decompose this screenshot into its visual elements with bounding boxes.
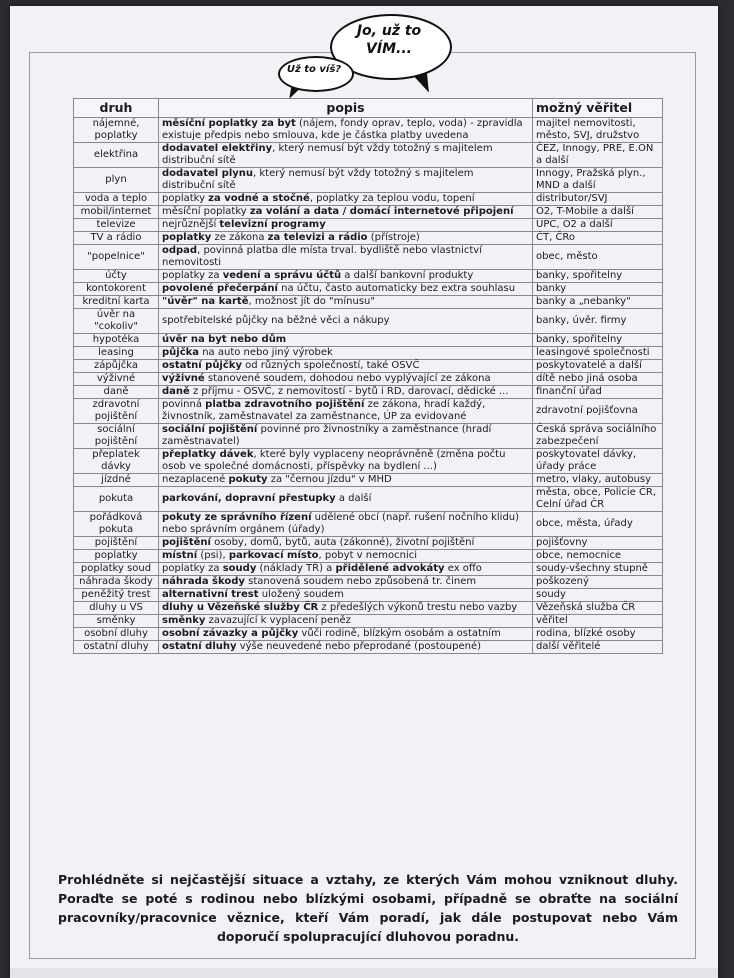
popis-bold-segment: dodavatel plynu — [162, 168, 254, 179]
speech-bubble-small-text: Už to víš? — [286, 64, 342, 75]
popis-segment: (psi), — [197, 550, 229, 561]
bottom-strip — [10, 968, 718, 978]
popis-segment: udělené obcí (např. rušení nočního klidu) nebo správním orgánem (úřady) — [162, 512, 520, 535]
popis-segment: poplatky za — [162, 563, 223, 574]
cell-druh: zápůjčka — [74, 360, 159, 373]
cell-veritel: pojišťovny — [533, 537, 663, 550]
header-veritel: možný věřitel — [533, 99, 663, 118]
popis-bold-segment: daně — [162, 386, 190, 397]
header-popis: popis — [159, 99, 533, 118]
cell-veritel: zdravotní pojišťovna — [533, 399, 663, 424]
header-druh: druh — [74, 99, 159, 118]
cell-veritel: města, obce, Policie ČR, Celní úřad ČR — [533, 487, 663, 512]
cell-veritel: soudy-všechny stupně — [533, 563, 663, 576]
cell-druh: ostatní dluhy — [74, 641, 159, 654]
popis-bold-segment: sociální pojištění — [162, 424, 258, 435]
popis-segment: povinné pro živnostníky a zaměstnance (hradí zaměstnavatel) — [162, 424, 492, 447]
cell-druh: plyn — [74, 168, 159, 193]
popis-bold-segment: přeplatky dávek — [162, 449, 254, 460]
popis-bold-segment: půjčka — [162, 347, 200, 358]
table-row — [74, 232, 663, 245]
cell-popis — [159, 424, 533, 449]
cell-druh: náhrada škody — [74, 576, 159, 589]
cell-veritel: leasingové společnosti — [533, 347, 663, 360]
debts-table — [73, 98, 663, 654]
cell-druh: směnky — [74, 615, 159, 628]
popis-bold-segment: platba zdravotního pojištění — [205, 399, 365, 410]
cell-popis — [159, 512, 533, 537]
table-row — [74, 576, 663, 589]
cell-veritel: Innogy, Pražská plyn., MND a další — [533, 168, 663, 193]
popis-segment: a další bankovní produkty — [341, 270, 474, 281]
popis-bold-segment: dodavatel elektřiny — [162, 143, 273, 154]
popis-bold-segment: osobní závazky a půjčky — [162, 628, 299, 639]
table-row — [74, 628, 663, 641]
popis-segment: spotřebitelské půjčky na běžné věci a nákupy — [162, 315, 390, 326]
table-row — [74, 449, 663, 474]
table-row — [74, 219, 663, 232]
popis-segment: (nájem, fondy oprav, teplo, voda) - zpravidla existuje předpis nebo smlouva, kde je částka platby uvedena — [162, 118, 523, 141]
cell-druh: voda a teplo — [74, 193, 159, 206]
table-row — [74, 474, 663, 487]
table-row — [74, 143, 663, 168]
table-header-row — [74, 99, 663, 118]
cell-popis — [159, 193, 533, 206]
table-row — [74, 270, 663, 283]
popis-bold-segment: alternativní trest — [162, 589, 259, 600]
table-row — [74, 641, 663, 654]
popis-bold-segment: měsíční poplatky za byt — [162, 118, 296, 129]
table-row — [74, 360, 663, 373]
table-row — [74, 373, 663, 386]
popis-segment: osoby, domů, bytů, auta (zákonné), životní pojištění — [210, 537, 475, 548]
cell-druh: peněžitý trest — [74, 589, 159, 602]
cell-popis — [159, 641, 533, 654]
popis-bold-segment: televizní programy — [219, 219, 326, 230]
popis-bold-segment: směnky — [162, 615, 206, 626]
popis-segment: ex offo — [444, 563, 482, 574]
cell-druh: osobní dluhy — [74, 628, 159, 641]
cell-popis — [159, 283, 533, 296]
cell-popis — [159, 309, 533, 334]
cell-popis — [159, 373, 533, 386]
cell-veritel: metro, vlaky, autobusy — [533, 474, 663, 487]
cell-veritel: ČEZ, Innogy, PRE, E.ON a další — [533, 143, 663, 168]
cell-popis — [159, 602, 533, 615]
popis-bold-segment: za televizi a rádio — [267, 232, 368, 243]
cell-popis — [159, 334, 533, 347]
popis-segment: (přístroje) — [367, 232, 420, 243]
cell-veritel: obec, město — [533, 245, 663, 270]
cell-druh: televize — [74, 219, 159, 232]
cell-veritel: distributor/SVJ — [533, 193, 663, 206]
popis-segment: , které byly vyplaceny neoprávněně (změna počtu osob ve společné domácnosti, příspěvky na bydlení ...) — [162, 449, 506, 472]
cell-veritel: banky a „nebanky" — [533, 296, 663, 309]
table-row — [74, 206, 663, 219]
popis-segment: ze zákona — [211, 232, 268, 243]
cell-veritel: Česká správa sociálního zabezpečení — [533, 424, 663, 449]
popis-segment: stanovená soudem nebo způsobená tr. činem — [244, 576, 477, 587]
popis-bold-segment: poplatky — [162, 232, 212, 243]
table-row — [74, 386, 663, 399]
cell-popis — [159, 449, 533, 474]
popis-segment: na auto nebo jiný výrobek — [199, 347, 333, 358]
cell-druh: nájemné, poplatky — [74, 118, 159, 143]
popis-bold-segment: pokuty — [228, 474, 268, 485]
popis-bold-segment: za vodné a stočné — [208, 193, 310, 204]
table-row — [74, 589, 663, 602]
table-row — [74, 399, 663, 424]
popis-bold-segment: "úvěr" na kartě — [162, 296, 249, 307]
cell-veritel: dítě nebo jiná osoba — [533, 373, 663, 386]
cell-popis — [159, 347, 533, 360]
cell-veritel: finanční úřad — [533, 386, 663, 399]
cell-popis — [159, 206, 533, 219]
cell-popis — [159, 219, 533, 232]
cell-druh: mobil/internet — [74, 206, 159, 219]
popis-segment: ze zákona, hradí každý, živnostník, zaměstnavatel za zaměstnance, ÚP za evidované — [162, 399, 486, 422]
cell-druh: sociální pojištění — [74, 424, 159, 449]
table-row — [74, 537, 663, 550]
popis-segment: poplatky za — [162, 270, 223, 281]
popis-bold-segment: pojištění — [162, 537, 211, 548]
cell-popis — [159, 143, 533, 168]
cell-druh: elektřina — [74, 143, 159, 168]
cell-druh: kreditní karta — [74, 296, 159, 309]
cell-popis — [159, 245, 533, 270]
table-row — [74, 168, 663, 193]
popis-bold-segment: pokuty ze správního řízení — [162, 512, 312, 523]
cell-veritel: banky — [533, 283, 663, 296]
popis-bold-segment: místní — [162, 550, 198, 561]
popis-segment: měsíční poplatky — [162, 206, 250, 217]
popis-bold-segment: dluhy u Vězeňské služby ČR — [162, 602, 319, 613]
popis-segment: , který nemusí být vždy totožný s majitelem distribuční sítě — [162, 168, 474, 191]
popis-segment: výše neuvedené nebo přeprodané (postoupené) — [236, 641, 482, 652]
popis-segment: vůči rodině, blízkým osobám a ostatním — [298, 628, 501, 639]
cell-veritel: banky, úvěr. firmy — [533, 309, 663, 334]
speech-bubble-large-line1: Jo, už to — [356, 23, 422, 39]
cell-popis — [159, 563, 533, 576]
cell-druh: "popelnice" — [74, 245, 159, 270]
cell-popis — [159, 589, 533, 602]
popis-bold-segment: soudy — [222, 563, 257, 574]
table-row — [74, 424, 663, 449]
popis-segment: zavazující k vyplacení peněz — [205, 615, 351, 626]
cell-druh: poplatky — [74, 550, 159, 563]
cell-veritel: obce, nemocnice — [533, 550, 663, 563]
cell-veritel: majitel nemovitosti, město, SVJ, družstvo — [533, 118, 663, 143]
cell-popis — [159, 118, 533, 143]
table-row — [74, 602, 663, 615]
popis-segment: za "černou jízdu" v MHD — [267, 474, 392, 485]
cell-veritel: UPC, O2 a další — [533, 219, 663, 232]
cell-druh: pojištění — [74, 537, 159, 550]
cell-druh: kontokorent — [74, 283, 159, 296]
cell-druh: pořádková pokuta — [74, 512, 159, 537]
cell-veritel: banky, spořitelny — [533, 270, 663, 283]
cell-druh: zdravotní pojištění — [74, 399, 159, 424]
table-row — [74, 334, 663, 347]
cell-druh: přeplatek dávky — [74, 449, 159, 474]
cell-popis — [159, 270, 533, 283]
cell-popis — [159, 576, 533, 589]
cell-veritel: O2, T-Mobile a další — [533, 206, 663, 219]
table-row — [74, 512, 663, 537]
popis-bold-segment: vedení a správu účtů — [222, 270, 342, 281]
cell-popis — [159, 537, 533, 550]
cell-veritel: další věřitelé — [533, 641, 663, 654]
popis-bold-segment: úvěr na byt nebo dům — [162, 334, 287, 345]
speech-bubble-large-line2: VÍM... — [366, 41, 412, 57]
cell-veritel: banky, spořitelny — [533, 334, 663, 347]
cell-popis — [159, 615, 533, 628]
popis-segment: a další — [335, 493, 372, 504]
cell-veritel: Vězeňská služba ČR — [533, 602, 663, 615]
popis-segment: nezaplacené — [162, 474, 229, 485]
footer-instructions: Prohlédněte si nejčastější situace a vztahy, ze kterých Vám mohou vzniknout dluhy. Poraďte se poté s rodinou nebo blízkými osobami, případně se obraťte na sociální pracovníky/pracovnice věznice, kteří Vám poradí, jak dále postupovat nebo Vám doporučí spolupracující dluhovou poradnu. — [58, 872, 678, 944]
cell-druh: pokuta — [74, 487, 159, 512]
cell-popis — [159, 360, 533, 373]
table-row — [74, 296, 663, 309]
table-row — [74, 550, 663, 563]
popis-bold-segment: parkovací místo — [228, 550, 319, 561]
popis-segment: na účtu, často automaticky bez extra souhlasu — [277, 283, 516, 294]
popis-segment: stanovené soudem, dohodou nebo vyplývající ze zákona — [204, 373, 491, 384]
popis-segment: z předešlých výkonů trestu nebo vazby — [318, 602, 518, 613]
popis-segment: , poplatky za teplou vodu, topení — [309, 193, 475, 204]
cell-druh: daně — [74, 386, 159, 399]
popis-segment: povinná — [162, 399, 206, 410]
table-row — [74, 615, 663, 628]
popis-segment: , který nemusí být vždy totožný s majitelem distribuční sítě — [162, 143, 493, 166]
popis-bold-segment: ostatní dluhy — [162, 641, 237, 652]
cell-popis — [159, 474, 533, 487]
cell-druh: leasing — [74, 347, 159, 360]
cell-veritel: poskytovatel dávky, úřady práce — [533, 449, 663, 474]
popis-segment: nejrůznější — [162, 219, 220, 230]
cell-druh: poplatky soud — [74, 563, 159, 576]
popis-segment: od různých společností, také OSVČ — [241, 360, 420, 371]
popis-segment: (náklady TŘ) a — [256, 563, 336, 574]
table-row — [74, 347, 663, 360]
cell-veritel: věřitel — [533, 615, 663, 628]
popis-bold-segment: přidělené advokáty — [335, 563, 445, 574]
table-row — [74, 245, 663, 270]
cell-druh: úvěr na "cokoliv" — [74, 309, 159, 334]
popis-segment: uložený soudem — [258, 589, 344, 600]
table-row — [74, 309, 663, 334]
cell-popis — [159, 232, 533, 245]
speech-bubble-large-text — [330, 22, 448, 58]
table-row — [74, 193, 663, 206]
cell-veritel: ČT, ČRo — [533, 232, 663, 245]
cell-popis — [159, 386, 533, 399]
cell-druh: účty — [74, 270, 159, 283]
cell-popis — [159, 168, 533, 193]
popis-bold-segment: odpad — [162, 245, 198, 256]
cell-veritel: poskytovatelé a další — [533, 360, 663, 373]
popis-segment: , možnost jít do "mínusu" — [248, 296, 375, 307]
cell-veritel: obce, města, úřady — [533, 512, 663, 537]
popis-bold-segment: povolené přečerpání — [162, 283, 278, 294]
popis-segment: , pobyt v nemocnici — [318, 550, 418, 561]
popis-bold-segment: výživné — [162, 373, 205, 384]
cell-popis — [159, 550, 533, 563]
popis-segment: z příjmu - OSVČ, z nemovitostí - bytů i RD, darovací, dědické ... — [189, 386, 509, 397]
popis-bold-segment: parkování, dopravní přestupky — [162, 493, 336, 504]
cell-druh: jízdné — [74, 474, 159, 487]
cell-veritel: poškozený — [533, 576, 663, 589]
cell-veritel: soudy — [533, 589, 663, 602]
cell-popis — [159, 487, 533, 512]
cell-druh: dluhy u VS — [74, 602, 159, 615]
table-row — [74, 563, 663, 576]
cell-veritel: rodina, blízké osoby — [533, 628, 663, 641]
popis-bold-segment: ostatní půjčky — [162, 360, 242, 371]
cell-druh: TV a rádio — [74, 232, 159, 245]
cell-popis — [159, 628, 533, 641]
table-row — [74, 487, 663, 512]
cell-popis — [159, 296, 533, 309]
popis-bold-segment: náhrada škody — [162, 576, 245, 587]
cell-druh: hypotéka — [74, 334, 159, 347]
popis-segment: poplatky — [162, 193, 209, 204]
popis-bold-segment: za volání a data / domácí internetové připojení — [249, 206, 514, 217]
table-row — [74, 118, 663, 143]
cell-popis — [159, 399, 533, 424]
popis-segment: , povinná platba dle místa trval. bydliště nebo vlastnictví nemovitosti — [162, 245, 483, 268]
table-row — [74, 283, 663, 296]
cell-druh: výživné — [74, 373, 159, 386]
